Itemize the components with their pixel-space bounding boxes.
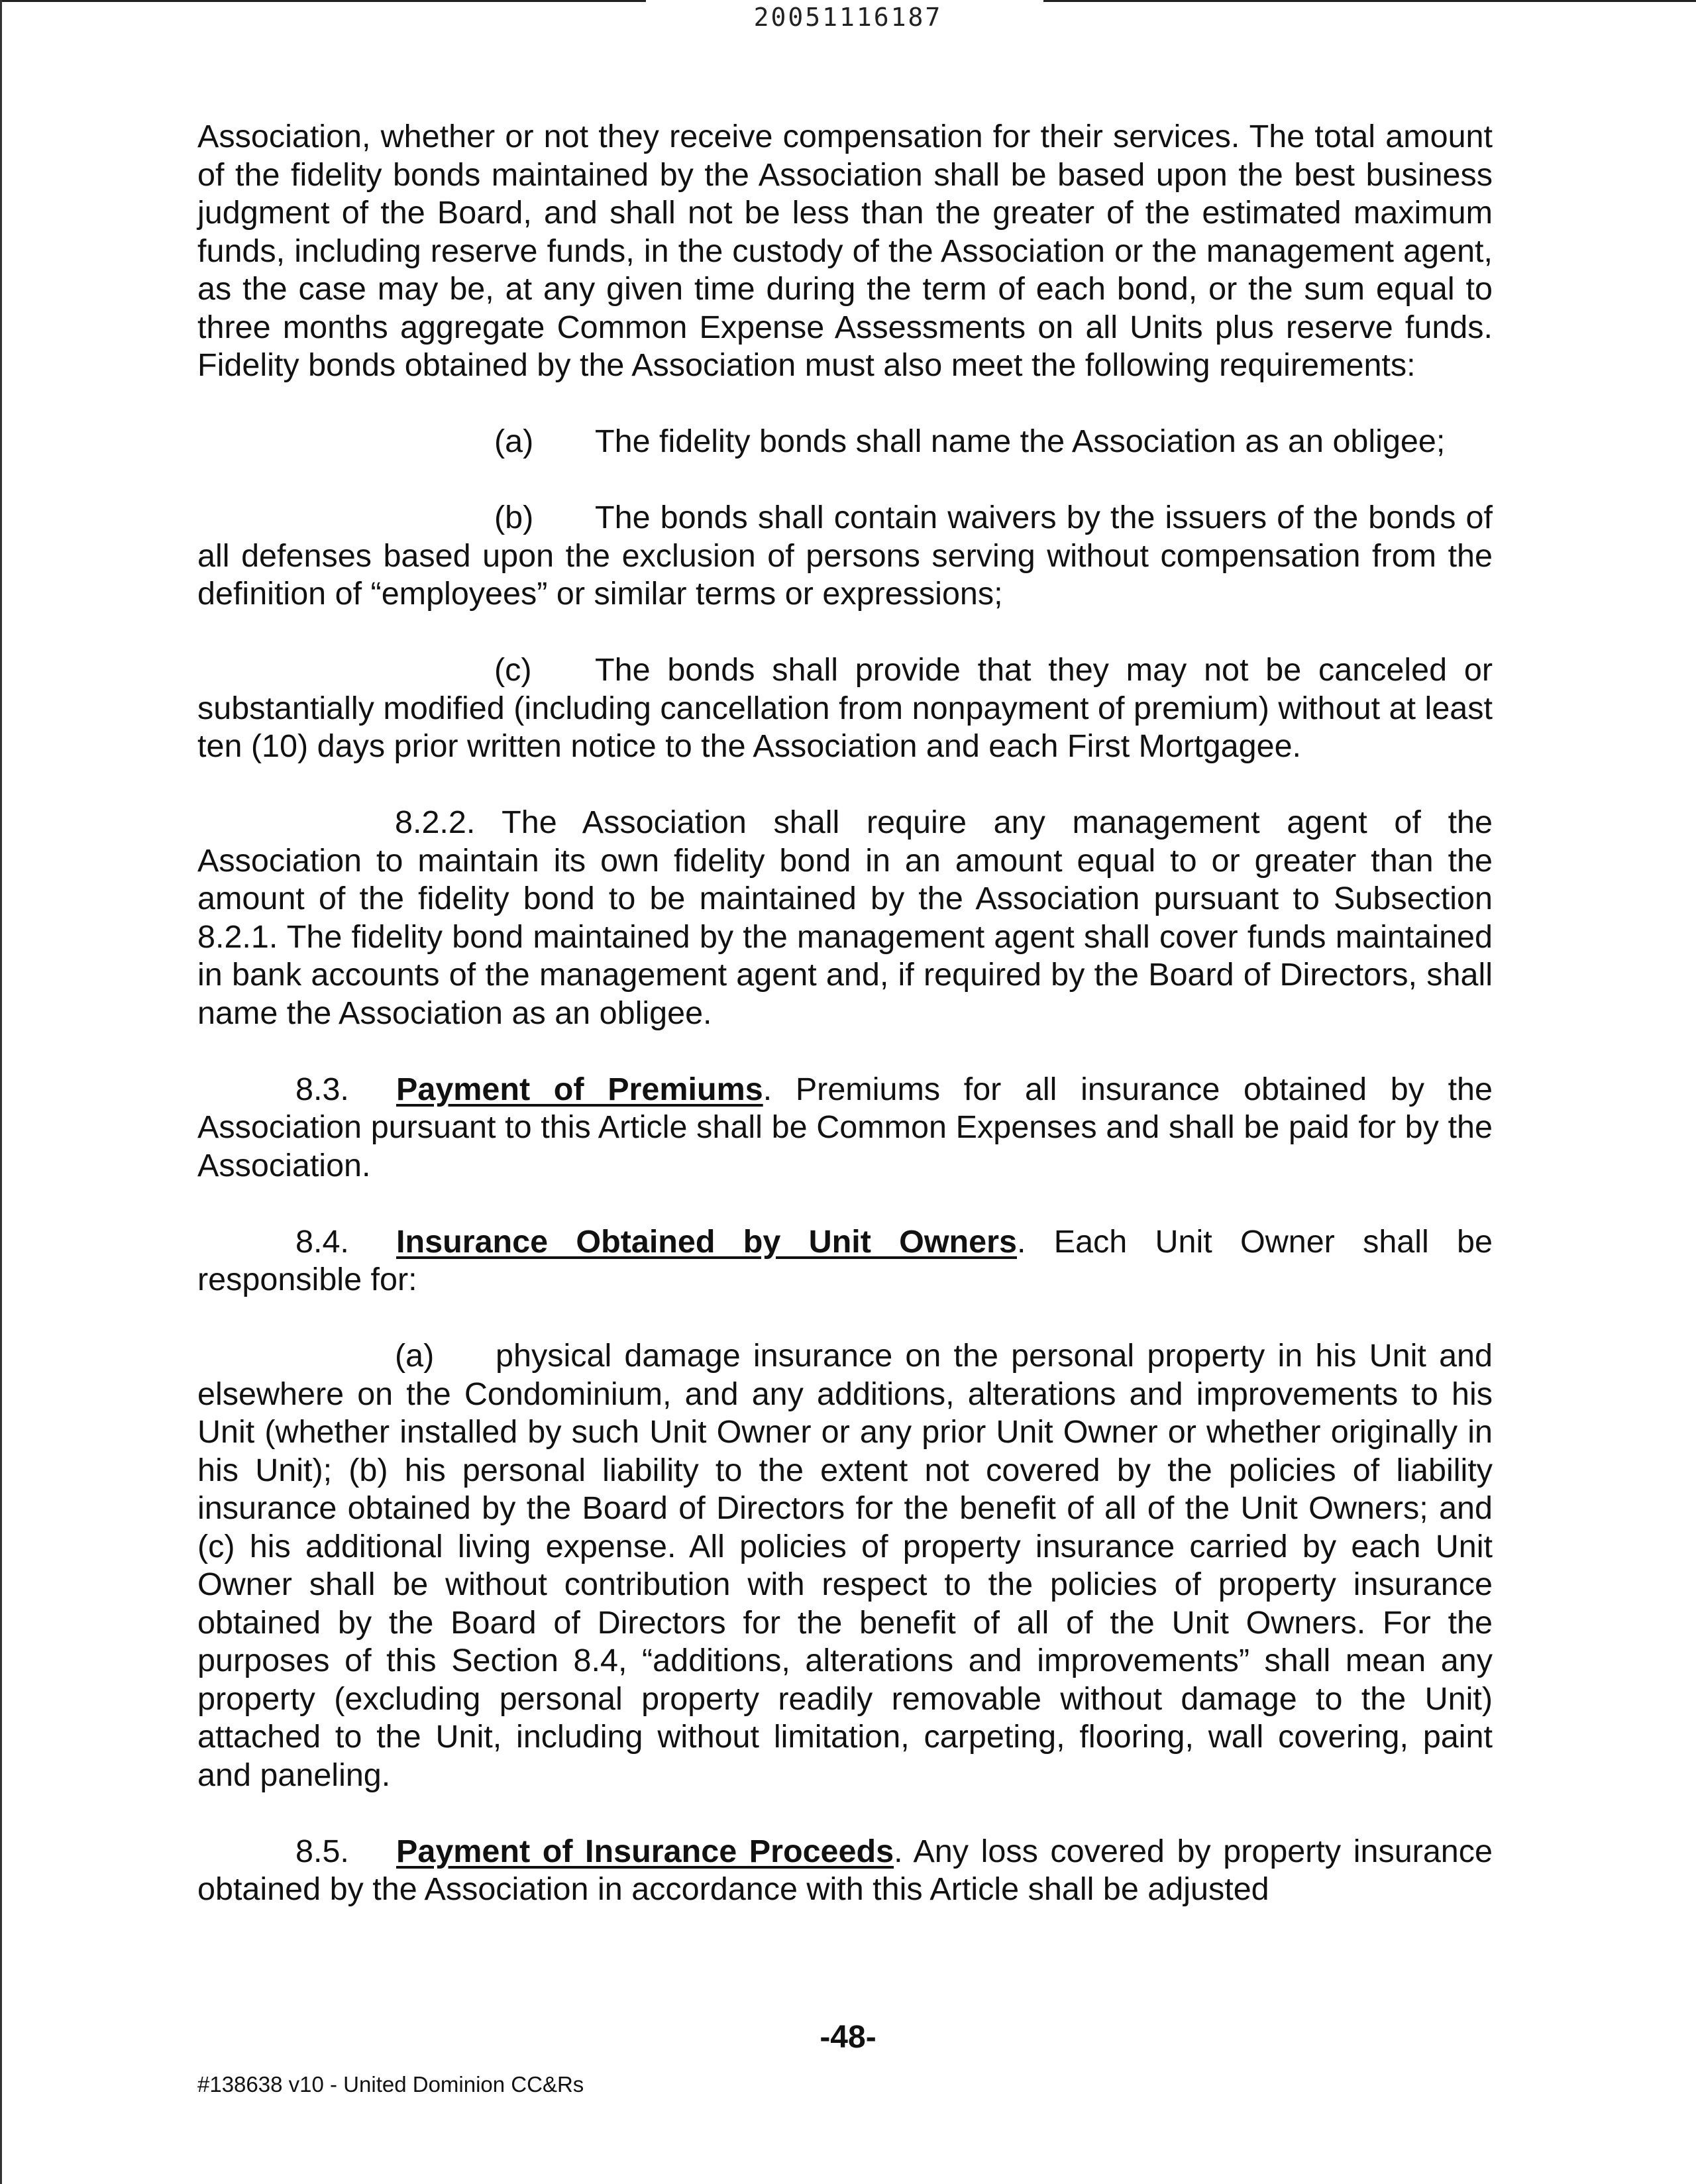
section-8-5 [197, 1833, 1493, 1909]
scan-border-top-right [1043, 0, 1696, 2]
requirement-b-label: (b) [494, 500, 534, 535]
section-8-4-a-label: (a) [395, 1338, 435, 1374]
recording-number: 20051116187 [753, 3, 943, 32]
document-id: #138638 v10 - United Dominion CC&Rs [197, 2072, 584, 2097]
requirement-a-label: (a) [494, 423, 534, 459]
page-number: -48- [820, 2020, 876, 2055]
section-8-4-a-text: physical damage insurance on the personal property in his Unit and elsewhere on the Condominium, and any additions, alterations and improvements to his Unit (whether installed by such Unit Owner or any prior Unit Owner or whether originally in his Unit); (b) his personal liability to the extent not covered by the policies of liability insurance obtained by the Board of Directors for the benefit of all of the Unit Owners; and (c) his additional living expense. All policies of property insurance carried by each Unit Owner shall be without contribution with respect to the policies of property insurance obtained by the Board of Directors for the benefit of all of the Unit Owners. For the purposes of this Section 8.4, “additions, alterations and improvements” shall mean any property (excluding personal property readily removable without damage to the Unit) attached to the Unit, including without limitation, carpeting, flooring, wall covering, paint and paneling. [197, 1338, 1493, 1793]
requirement-b-text: The bonds shall contain waivers by the issuers of the bonds of all defenses based upon the exclusion of persons serving without compensation from the definition of “employees” or similar terms or expressions; [197, 500, 1493, 612]
section-8-2-2: 8.2.2. The Association shall require any management agent of the Association to maintain its own fidelity bond in an amount equal to or greater than the amount of the fidelity bond to be maintained by the Association pursuant to Subsection 8.2.1. The fidelity bond maintained by the management agent shall cover funds maintained in bank accounts of the management agent and, if required by the Board of Directors, shall name the Association as an obligee. [197, 804, 1493, 1031]
section-8-3 [197, 1071, 1493, 1185]
section-8-4-heading: Insurance Obtained by Unit Owners [396, 1223, 1018, 1260]
section-8-5-text: . Any loss covered by property insurance obtained by the Association in accordance with this Article shall be adjusted [197, 1833, 1493, 1907]
requirement-c-text: The bonds shall provide that they may not be canceled or substantially modified (including cancellation from nonpayment of premium) without at least ten (10) days prior written notice to the Association and each First Mortgagee. [197, 652, 1493, 764]
document-body [197, 118, 1493, 1947]
requirement-a [197, 423, 1493, 461]
intro-paragraph: Association, whether or not they receive compensation for their services. The total amount of the fidelity bonds maintained by the Association shall be based upon the best business judgment of the Board, and shall not be less than the greater of the estimated maximum funds, including reserve funds, in the custody of the Association or the management agent, as the case may be, at any given time during the term of each bond, or the sum equal to three months aggregate Common Expense Assessments on all Units plus reserve funds. Fidelity bonds obtained by the Association must also meet the following requirements: [197, 119, 1493, 383]
section-8-4-text: . Each Unit Owner shall be responsible for: [197, 1223, 1493, 1297]
requirement-a-text: The fidelity bonds shall name the Association as an obligee; [595, 423, 1446, 459]
section-8-3-number: 8.3. [295, 1071, 349, 1107]
scan-border-left [0, 0, 2, 2184]
requirement-c [197, 651, 1493, 766]
section-8-3-text: . Premiums for all insurance obtained by the Association pursuant to this Article shall be Common Expenses and shall be paid for by the Association. [197, 1071, 1493, 1183]
section-8-5-number: 8.5. [295, 1833, 349, 1869]
scan-border-top-left [0, 0, 646, 2]
section-8-4 [197, 1223, 1493, 1299]
section-8-4-number: 8.4. [295, 1223, 349, 1260]
section-8-4-a [197, 1337, 1493, 1794]
requirement-c-label: (c) [494, 652, 532, 688]
section-8-3-heading: Payment of Premiums [396, 1071, 763, 1107]
section-8-5-heading: Payment of Insurance Proceeds [396, 1833, 894, 1869]
requirement-b [197, 499, 1493, 614]
